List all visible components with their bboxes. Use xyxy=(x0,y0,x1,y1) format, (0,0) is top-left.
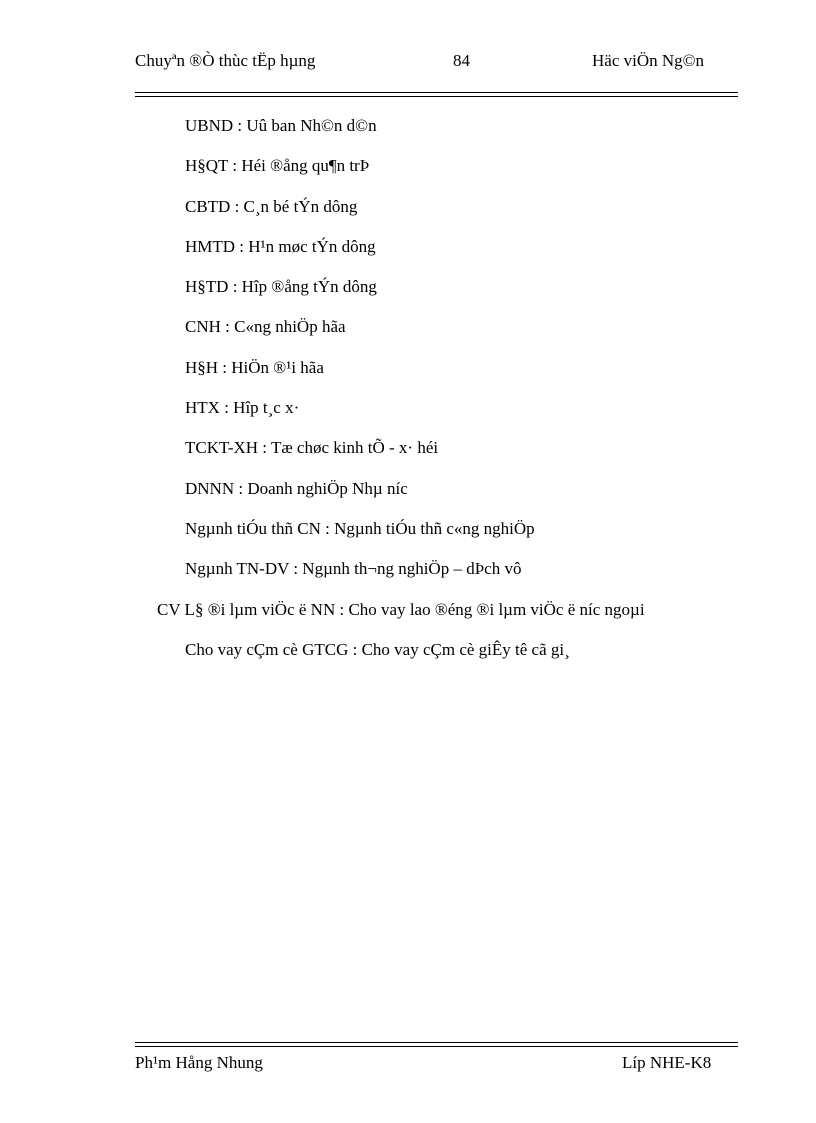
abbreviation-item: HMTD : H¹n møc tÝn dông xyxy=(185,236,376,256)
abbreviation-item: H§QT : Héi ®ång qu¶n trÞ xyxy=(185,156,370,176)
abbreviation-item: HTX : Hîp t¸c x· xyxy=(185,398,300,418)
footer-class: Líp NHE-K8 xyxy=(622,1053,712,1072)
abbreviation-item: TCKT-XH : Tæ chøc kinh tÕ - x· héi xyxy=(185,438,439,458)
abbreviation-item: Cho vay cÇm cè GTCG : Cho vay cÇm cè giÊy tê cã gi¸ xyxy=(185,639,570,659)
header-left-title: Chuyªn ®Ò thùc tËp hµng xyxy=(135,51,316,70)
abbreviation-item: CBTD : C¸n bé tÝn dông xyxy=(185,196,358,216)
abbreviation-list xyxy=(135,112,730,676)
footer-double-rule xyxy=(135,1042,738,1047)
abbreviation-item: H§TD : Hîp ®ång tÝn dông xyxy=(185,277,377,297)
header-double-rule xyxy=(135,92,738,97)
header-page-number: 84 xyxy=(453,51,470,70)
abbreviation-item: Ngµnh TN-DV : Ngµnh th¬ng nghiÖp – dÞch vô xyxy=(185,559,522,579)
abbreviation-item: H§H : HiÖn ®¹i hãa xyxy=(185,357,324,377)
abbreviation-item: UBND : Uû ban Nh©n d©n xyxy=(185,116,377,135)
abbreviation-item-wrapped: CV L§ ®i lµm viÖc ë NN : Cho vay lao ®éng ®i lµm viÖc ë níc ngoµi xyxy=(157,599,645,619)
abbreviation-item: CNH : C«ng nhiÖp hãa xyxy=(185,317,346,337)
abbreviation-item: DNNN : Doanh nghiÖp Nhµ níc xyxy=(185,478,408,498)
abbreviation-item: Ngµnh tiÓu thñ CN : Ngµnh tiÓu thñ c«ng nghiÖp xyxy=(185,518,535,538)
footer-author: Ph¹m Hång Nhung xyxy=(135,1053,263,1072)
header-right-title: Häc viÖn Ng©n xyxy=(592,51,705,70)
